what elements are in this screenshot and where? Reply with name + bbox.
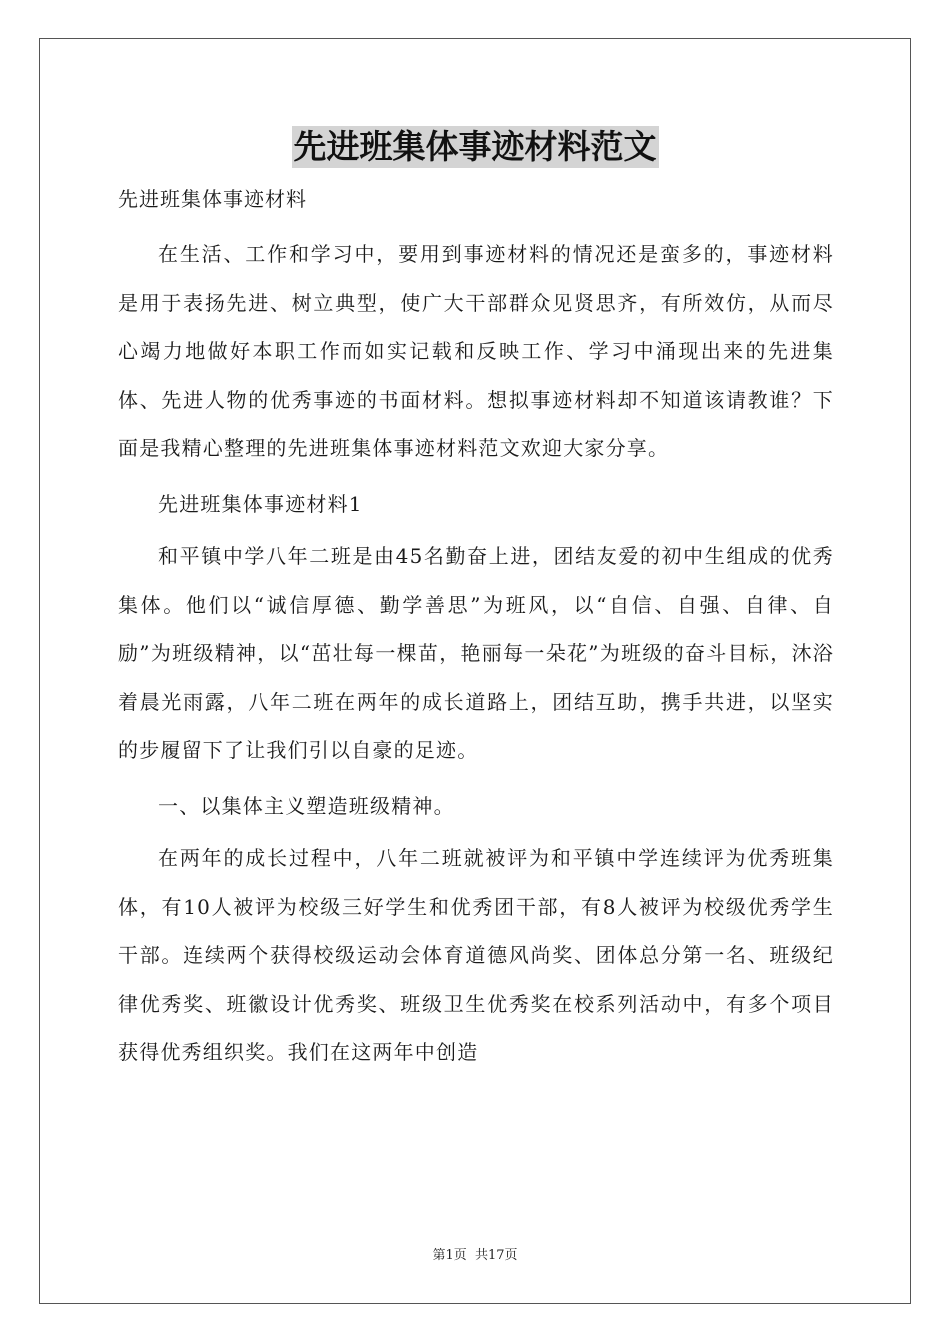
- section-heading-material-1: 先进班集体事迹材料1: [158, 491, 363, 516]
- document-body: [118, 230, 834, 1077]
- intro-paragraph: 在生活、工作和学习中，要用到事迹材料的情况还是蛮多的，事迹材料是用于表扬先进、树立典型，使广大干部群众见贤思齐，有所效仿，从而尽心竭力地做好本职工作而如实记载和反映工作、学习中涌现出来的先进集体、先进人物的优秀事迹的书面材料。想拟事迹材料却不知道该请教谁？下面是我精心整理的先进班集体事迹材料范文欢迎大家分享。: [118, 242, 834, 460]
- section-heading-collectivism: 一、以集体主义塑造班级精神。: [158, 793, 455, 818]
- page-footer: [0, 1247, 950, 1265]
- achievements-paragraph: 在两年的成长过程中，八年二班就被评为和平镇中学连续评为优秀班集体，有10人被评为校级三好学生和优秀团干部，有8人被评为校级优秀学生干部。连续两个获得校级运动会体育道德风尚奖、团体总分第一名、班级纪律优秀奖、班徽设计优秀奖、班级卫生优秀奖在校系列活动中，有多个项目获得优秀组织奖。我们在这两年中创造: [118, 846, 834, 1064]
- page-number: 第1页: [432, 1248, 467, 1263]
- class-description-paragraph: 和平镇中学八年二班是由45名勤奋上进，团结友爱的初中生组成的优秀集体。他们以“诚信厚德、勤学善思”为班风，以“自信、自强、自律、自励”为班级精神，以“茁壮每一棵苗，艳丽每一朵花”为班级的奋斗目标，沐浴着晨光雨露，八年二班在两年的成长道路上，团结互助，携手共进，以坚实的步履留下了让我们引以自豪的足迹。: [118, 544, 834, 762]
- total-pages: 共17页: [474, 1248, 518, 1263]
- document-title: 先进班集体事迹材料范文: [293, 127, 657, 166]
- document-subtitle: 先进班集体事迹材料: [118, 187, 307, 211]
- title-container: [0, 126, 950, 168]
